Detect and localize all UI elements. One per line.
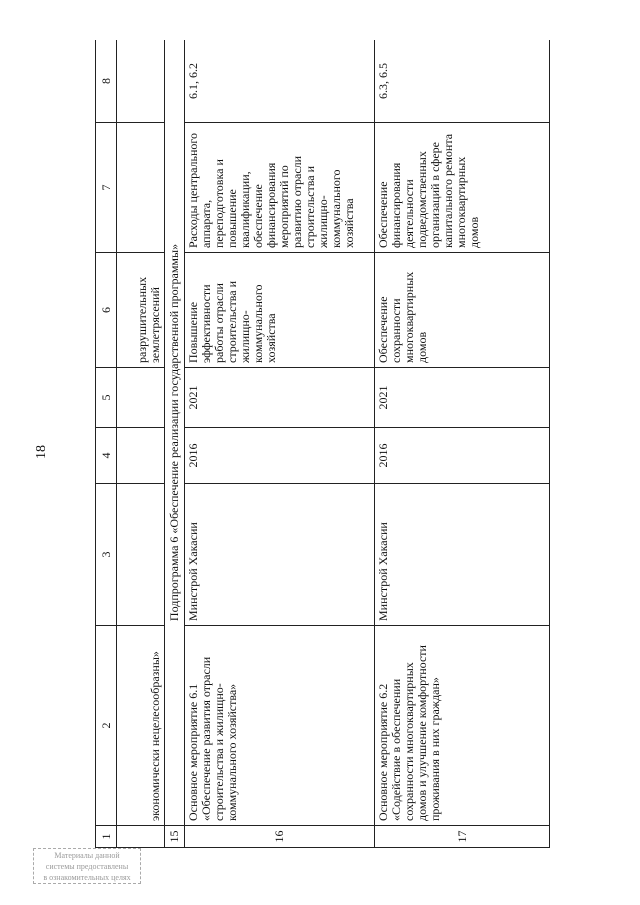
table-cell xyxy=(117,826,165,848)
stamp-line-2: системы предоставлены xyxy=(45,862,129,871)
col-header-4: 4 xyxy=(96,428,117,484)
col-header-8: 8 xyxy=(96,40,117,123)
rotated-page-wrapper xyxy=(95,40,550,848)
start-year: 2016 xyxy=(185,428,375,484)
stamp-line-1: Материалы данной xyxy=(54,851,120,860)
page-number: 18 xyxy=(34,445,49,459)
indicator-links: 6.1, 6.2 xyxy=(185,40,375,123)
continuation-row xyxy=(117,40,165,848)
activity-name: Основное мероприятие 6.1 «Обеспечение развития отрасли строительства и жилищно-коммунального хозяйства» xyxy=(185,626,375,826)
continuation-name-cell: экономически нецелесообразны» xyxy=(117,626,165,826)
expected-result: Повышение эффективности работы отрасли строительства и жилищно-коммунального хозяйства xyxy=(185,253,375,368)
col-header-2: 2 xyxy=(96,626,117,826)
end-year: 2021 xyxy=(375,368,550,428)
end-year: 2021 xyxy=(185,368,375,428)
activity-name: Основное мероприятие 6.2 «Содействие в обеспечении сохранности многоквартирных домов и улучшение комфортности проживания в них граждан» xyxy=(375,626,550,826)
main-directions: Расходы центрального аппарата, переподготовка и повышение квалификации, обеспечение финансирования мероприятий по развитию отрасли строительства и жилищно-коммунального хозяйства xyxy=(185,123,375,253)
row-number: 17 xyxy=(375,826,550,848)
table-cell xyxy=(117,428,165,484)
table-cell xyxy=(117,484,165,626)
section-number: 15 xyxy=(165,826,185,848)
section-row xyxy=(165,40,185,848)
continuation-result-cell: разрушительных землетрясений xyxy=(117,253,165,368)
indicator-links: 6.3, 6.5 xyxy=(375,40,550,123)
col-header-1: 1 xyxy=(96,826,117,848)
table-cell xyxy=(117,123,165,253)
expected-result: Обеспечение сохранности многоквартирных домов xyxy=(375,253,550,368)
row-number: 16 xyxy=(185,826,375,848)
start-year: 2016 xyxy=(375,428,550,484)
executor: Минстрой Хакасии xyxy=(185,484,375,626)
table-cell xyxy=(117,40,165,123)
col-header-6: 6 xyxy=(96,253,117,368)
landscape-content xyxy=(95,40,550,848)
col-header-3: 3 xyxy=(96,484,117,626)
program-table xyxy=(95,40,550,848)
col-header-5: 5 xyxy=(96,368,117,428)
main-directions: Обеспечение финансирования деятельности подведомственных организаций в сфере капитального ремонта многоквартирных домов xyxy=(375,123,550,253)
header-row xyxy=(96,40,117,848)
col-header-7: 7 xyxy=(96,123,117,253)
table-row xyxy=(375,40,550,848)
stamp-line-3: в ознакомительных целях xyxy=(43,873,131,882)
executor: Минстрой Хакасии xyxy=(375,484,550,626)
watermark-stamp xyxy=(33,848,141,884)
section-title: Подпрограмма 6 «Обеспечение реализации государственной программы» xyxy=(165,40,185,826)
table-cell xyxy=(117,368,165,428)
table-row xyxy=(185,40,375,848)
